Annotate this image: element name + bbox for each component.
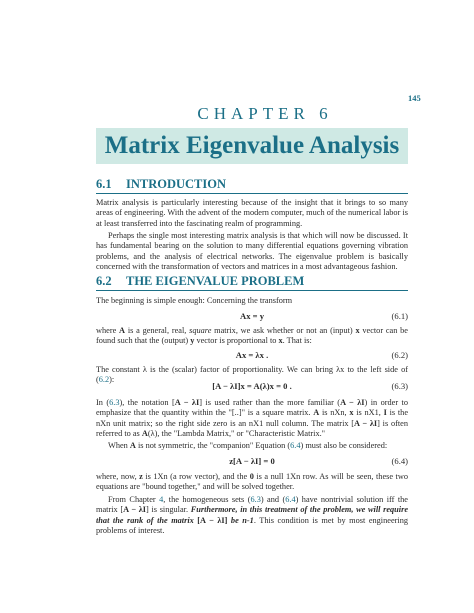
section-number: 6.2 [96,274,112,288]
paragraph-companion-intro: When A is not symmetric, the "companion" Equation (6.4) must also be considered: [108,441,388,450]
chapter-reference-link[interactable]: 4 [159,495,164,504]
section-title: INTRODUCTION [126,177,227,191]
paragraph-rank-condition: From Chapter 4, the homogeneous sets (6.3) and (6.4) have nontrivial solution iff the matrix [A − λI] is singular. Furthermore, in this treatment of the problem, we will require that the rank of the matrix [A − λI] be n-1. This condition is met by most engineering problems of interest. [96,495,409,536]
page-number: 145 [408,93,421,103]
equation-expression: [A − λI]x = A(λ)x = 0 . [212,381,292,391]
section-heading-6-2 [96,274,304,289]
equation-number: (6.4) [391,456,408,466]
paragraph-after-eq4: where, now, z is 1Xn (a row vector), and the 0 is a null 1Xn row. As will be seen, these two equations are "bound together," and will be solved together. [96,472,408,492]
section-heading-6-1 [96,177,226,192]
equation-expression: Ax = y [240,311,264,321]
equation-number: (6.2) [391,350,408,360]
equation-number: (6.1) [391,311,408,321]
chapter-title: Matrix Eigenvalue Analysis [104,132,400,159]
paragraph-after-eq1: where A is a general, real, square matrix, we ask whether or not an (input) x vector can be found such that the (output) y vector is proportional to x. That is: [96,326,408,346]
paragraph-after-eq2: The constant λ is the (scalar) factor of proportionality. We can bring λx to the left side of (6.2): [96,365,408,385]
equation-reference-link[interactable]: 6.2 [98,375,110,385]
equation-expression: z[A − λI] = 0 [229,456,275,466]
equation-reference-link[interactable]: 6.3 [250,495,261,504]
section-number: 6.1 [96,177,112,191]
section-rule [96,290,408,291]
section-title: THE EIGENVALUE PROBLEM [126,274,305,288]
paragraph-after-eq3: In (6.3), the notation [A − λI] is used rather than the more familiar (A − λI) in order to emphasize that the quantity within the "[..]" is a square matrix. A is nXn, x is nX1, I is the nXn unit matrix; so the right side zero is an nX1 null column. The matrix [A − λI] is often referred to as A(λ), the "Lambda Matrix," or "Characteristic Matrix." [96,398,409,439]
equation-expression: Ax = λx . [235,350,269,360]
equation-number: (6.3) [391,381,408,391]
section2-intro: The beginning is simple enough: Concerning the transform [96,296,293,305]
section-rule [96,193,408,194]
equation-reference-link[interactable]: 6.4 [290,441,301,450]
intro-paragraph-1: Matrix analysis is particularly interesting because of the insight that it brings to so many areas of engineering. With the advent of the modern computer, much of the numerical labor is at least transferred into the fascinating realm of programming. [96,198,408,228]
chapter-label: CHAPTER 6 [197,104,333,123]
intro-paragraph-2: Perhaps the single most interesting matrix analysis is that which will now be discussed. It has fundamental bearing on the solution to many differential equations governing vibration problems, and the analysis of electrical networks. The eigenvalue problem is basically concerned with the transformation of vectors and matrices in a most advantageous fashion. [96,231,408,272]
equation-reference-link[interactable]: 6.4 [285,495,296,504]
equation-reference-link[interactable]: 6.3 [109,398,120,407]
